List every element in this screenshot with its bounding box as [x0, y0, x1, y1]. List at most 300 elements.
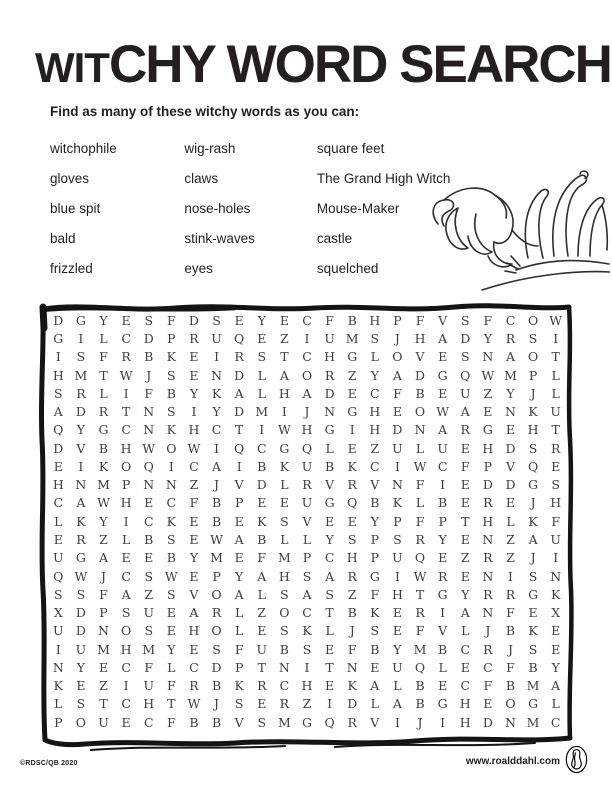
- grid-letter: I: [394, 458, 400, 474]
- grid-letter: F: [257, 550, 267, 566]
- grid-letter: W: [549, 312, 563, 328]
- grid-letter: R: [505, 586, 516, 602]
- grid-letter: E: [460, 532, 470, 547]
- grid-letter: H: [369, 312, 381, 328]
- grid-letter: E: [279, 312, 289, 328]
- grid-letter: I: [123, 385, 129, 401]
- grid-letter: I: [55, 641, 61, 657]
- grid-letter: O: [527, 312, 539, 328]
- grid-letter: Y: [76, 659, 86, 675]
- grid-letter: D: [188, 312, 199, 328]
- grid-letter: Z: [483, 385, 493, 401]
- grid-letter: G: [75, 550, 86, 566]
- grid-letter: H: [391, 586, 403, 602]
- word-list-item: castle: [316, 231, 353, 246]
- grid-letter: S: [280, 586, 289, 602]
- grid-letter: D: [347, 696, 358, 712]
- grid-letter: Q: [234, 331, 245, 347]
- grid-letter: H: [278, 385, 290, 401]
- grid-letter: N: [98, 623, 109, 639]
- grid-letter: H: [301, 678, 313, 694]
- grid-letter: E: [460, 659, 470, 675]
- grid-letter: N: [505, 714, 516, 730]
- grid-letter: R: [189, 678, 199, 694]
- grid-letter: K: [279, 458, 290, 474]
- grid-letter: B: [211, 495, 222, 511]
- grid-letter: B: [211, 678, 222, 694]
- grid-letter: I: [508, 568, 513, 584]
- grid-letter: U: [324, 331, 335, 347]
- word-list-column-2: [184, 141, 316, 291]
- grid-letter: R: [483, 550, 493, 566]
- grid-letter: V: [505, 458, 515, 474]
- grid-letter: S: [460, 349, 470, 365]
- witch-claw-hands-illustration: [424, 158, 610, 300]
- grid-letter: M: [97, 477, 110, 493]
- word-list-item: squelched: [316, 261, 379, 276]
- grid-letter: T: [325, 659, 334, 675]
- grid-letter: H: [527, 422, 539, 438]
- grid-letter: H: [188, 422, 200, 438]
- grid-letter: A: [53, 404, 63, 420]
- grid-letter: F: [415, 513, 425, 529]
- grid-letter: G: [279, 440, 290, 456]
- grid-letter: U: [75, 641, 87, 657]
- grid-letter: S: [370, 623, 380, 639]
- grid-letter: E: [347, 513, 357, 529]
- grid-letter: C: [121, 422, 131, 438]
- grid-letter: N: [482, 605, 494, 621]
- grid-letter: Y: [99, 312, 108, 328]
- grid-letter: Q: [301, 440, 313, 456]
- grid-letter: B: [279, 641, 289, 657]
- word-list-item: Mouse-Maker: [316, 201, 400, 216]
- grid-letter: G: [437, 586, 448, 602]
- grid-letter: X: [53, 605, 63, 621]
- grid-letter: L: [370, 349, 379, 365]
- grid-letter: B: [347, 312, 357, 328]
- grid-letter: V: [415, 349, 425, 365]
- grid-letter: Y: [167, 641, 176, 657]
- grid-letter: F: [166, 312, 176, 328]
- grid-letter: E: [166, 623, 176, 639]
- grid-letter: C: [256, 440, 267, 456]
- grid-letter: D: [75, 404, 86, 420]
- grid-letter: N: [278, 659, 290, 675]
- grid-letter: E: [144, 495, 154, 511]
- grid-letter: E: [483, 404, 493, 420]
- grid-letter: O: [414, 404, 426, 420]
- grid-letter: P: [393, 513, 402, 529]
- grid-letter: D: [75, 605, 86, 621]
- penguin-logo-icon: [565, 745, 588, 774]
- grid-letter: N: [52, 659, 64, 675]
- grid-letter: B: [415, 385, 425, 401]
- grid-letter: A: [279, 367, 289, 383]
- grid-letter: E: [505, 495, 516, 511]
- grid-letter: T: [461, 513, 470, 529]
- grid-letter: C: [370, 458, 380, 474]
- grid-letter: E: [483, 696, 493, 712]
- grid-letter: R: [76, 532, 86, 547]
- grid-letter: H: [120, 440, 132, 456]
- grid-letter: Z: [144, 586, 154, 602]
- grid-letter: L: [280, 477, 289, 493]
- grid-letter: P: [212, 568, 221, 584]
- grid-letter: W: [119, 367, 133, 383]
- grid-letter: J: [485, 623, 491, 639]
- grid-letter: B: [415, 678, 425, 694]
- grid-letter: D: [256, 477, 267, 493]
- grid-letter: Q: [53, 422, 64, 438]
- grid-letter: H: [346, 550, 358, 566]
- grid-letter: P: [438, 513, 447, 529]
- grid-letter: R: [347, 477, 357, 493]
- grid-letter: I: [553, 331, 559, 347]
- grid-letter: P: [483, 458, 493, 474]
- grid-letter: T: [415, 586, 425, 602]
- grid-letter: G: [437, 367, 448, 383]
- grid-letter: U: [53, 623, 64, 639]
- grid-letter: Q: [414, 659, 426, 675]
- grid-letter: O: [392, 349, 403, 365]
- grid-letter: U: [143, 678, 154, 694]
- grid-letter: C: [189, 458, 199, 474]
- grid-letter: W: [97, 495, 110, 511]
- grid-letter: C: [370, 385, 380, 401]
- grid-letter: G: [98, 422, 109, 438]
- grid-letter: U: [211, 331, 222, 347]
- grid-letter: L: [438, 659, 447, 675]
- grid-letter: K: [347, 678, 357, 694]
- grid-letter: E: [189, 349, 199, 365]
- page-title-small-part: WIT: [35, 44, 109, 91]
- grid-letter: J: [304, 404, 310, 420]
- grid-letter: S: [257, 714, 267, 730]
- grid-letter: I: [440, 605, 446, 621]
- grid-letter: E: [257, 696, 267, 712]
- grid-letter: S: [551, 477, 560, 493]
- grid-letter: E: [189, 513, 199, 529]
- grid-letter: D: [75, 623, 86, 639]
- grid-letter: I: [236, 458, 242, 474]
- grid-letter: C: [460, 678, 471, 694]
- grid-letter: C: [121, 568, 131, 584]
- grid-letter: M: [255, 404, 269, 420]
- grid-letter: V: [76, 440, 86, 456]
- grid-letter: C: [121, 659, 131, 675]
- grid-letter: E: [347, 385, 357, 401]
- grid-letter: R: [347, 714, 357, 730]
- grid-letter: E: [279, 495, 289, 511]
- grid-letter: L: [302, 532, 312, 547]
- grid-letter: L: [167, 659, 176, 675]
- grid-letter: A: [460, 605, 470, 621]
- grid-letter: I: [394, 714, 400, 730]
- grid-letter: V: [189, 586, 199, 602]
- grid-letter: G: [324, 495, 335, 511]
- grid-letter: B: [98, 440, 109, 456]
- grid-letter: Y: [76, 422, 86, 438]
- grid-letter: B: [528, 659, 538, 675]
- grid-letter: F: [166, 678, 176, 694]
- grid-letter: L: [257, 367, 266, 383]
- grid-letter: E: [438, 349, 448, 365]
- grid-letter: E: [257, 623, 267, 639]
- grid-letter: G: [301, 714, 312, 730]
- grid-letter: B: [189, 714, 199, 730]
- grid-letter: B: [211, 714, 222, 730]
- grid-letter: E: [460, 440, 470, 456]
- grid-letter: C: [302, 605, 312, 621]
- grid-letter: W: [277, 422, 291, 438]
- grid-letter: B: [166, 550, 176, 566]
- grid-letter: A: [528, 532, 538, 547]
- grid-letter: W: [413, 568, 427, 584]
- grid-letter: L: [54, 513, 63, 529]
- grid-letter: I: [214, 440, 220, 456]
- grid-letter: K: [528, 404, 538, 420]
- grid-letter: S: [167, 532, 176, 547]
- grid-letter: J: [417, 714, 423, 730]
- grid-letter: N: [482, 568, 494, 584]
- grid-letter: D: [324, 385, 335, 401]
- grid-letter: U: [392, 550, 403, 566]
- grid-letter: S: [325, 586, 334, 602]
- grid-letter: Z: [257, 605, 267, 621]
- grid-letter: W: [187, 440, 201, 456]
- grid-letter: L: [325, 623, 334, 639]
- grid-letter: K: [211, 385, 222, 401]
- grid-letter: L: [461, 623, 470, 639]
- grid-letter: U: [143, 605, 154, 621]
- grid-letter: O: [505, 696, 516, 712]
- grid-letter: M: [413, 641, 427, 657]
- grid-letter: A: [98, 550, 109, 566]
- grid-letter: K: [347, 458, 357, 474]
- grid-letter: U: [98, 714, 109, 730]
- grid-letter: I: [123, 513, 129, 529]
- grid-letter: S: [167, 404, 176, 420]
- word-list-item: gloves: [50, 171, 90, 186]
- grid-letter: R: [505, 331, 516, 347]
- grid-letter: M: [74, 367, 88, 383]
- grid-letter: L: [415, 495, 425, 511]
- grid-letter: H: [324, 349, 336, 365]
- grid-letter: E: [257, 495, 267, 511]
- grid-letter: C: [302, 349, 312, 365]
- grid-letter: B: [415, 696, 425, 712]
- grid-letter: N: [482, 532, 494, 547]
- grid-letter: H: [414, 331, 426, 347]
- grid-letter: L: [54, 696, 63, 712]
- grid-letter: R: [279, 696, 290, 712]
- grid-letter: K: [53, 678, 63, 694]
- grid-letter: F: [325, 312, 334, 328]
- grid-letter: E: [189, 532, 199, 547]
- grid-letter: H: [482, 440, 494, 456]
- grid-letter: F: [99, 349, 108, 365]
- grid-letter: R: [98, 404, 109, 420]
- grid-letter: E: [234, 312, 244, 328]
- grid-letter: C: [302, 312, 312, 328]
- grid-letter: L: [99, 331, 108, 347]
- grid-letter: M: [277, 714, 291, 730]
- word-list-item: stink-waves: [184, 231, 255, 246]
- grid-letter: S: [460, 312, 470, 328]
- grid-letter: D: [234, 367, 245, 383]
- grid-letter: I: [440, 477, 446, 493]
- grid-letter: P: [234, 495, 244, 511]
- grid-letter: P: [528, 367, 538, 383]
- grid-letter: O: [279, 605, 290, 621]
- grid-letter: Z: [506, 550, 515, 566]
- grid-letter: U: [256, 641, 268, 657]
- grid-letter: V: [234, 477, 244, 493]
- grid-letter: G: [369, 568, 380, 584]
- word-list-item: nose-holes: [184, 201, 251, 216]
- grid-letter: M: [526, 678, 540, 694]
- grid-letter: T: [257, 659, 266, 675]
- grid-letter: L: [551, 367, 560, 383]
- grid-letter: O: [527, 349, 539, 365]
- grid-letter: P: [370, 550, 380, 566]
- grid-letter: E: [460, 477, 470, 493]
- grid-letter: W: [187, 696, 201, 712]
- grid-letter: T: [280, 349, 289, 365]
- grid-letter: V: [370, 477, 380, 493]
- grid-letter: A: [121, 586, 131, 602]
- grid-letter: Z: [347, 367, 357, 383]
- grid-letter: F: [506, 605, 515, 621]
- grid-letter: V: [438, 312, 448, 328]
- grid-letter: H: [188, 623, 200, 639]
- word-list-item: bald: [50, 231, 76, 246]
- grid-letter: Q: [460, 367, 471, 383]
- grid-letter: P: [234, 659, 244, 675]
- grid-letter: Q: [347, 495, 358, 511]
- grid-letter: O: [211, 586, 222, 602]
- grid-letter: C: [143, 714, 154, 730]
- grid-letter: F: [483, 312, 493, 328]
- grid-letter: V: [234, 714, 244, 730]
- grid-letter: L: [121, 532, 131, 547]
- grid-letter: C: [166, 495, 177, 511]
- grid-letter: E: [438, 385, 448, 401]
- grid-letter: L: [235, 623, 244, 639]
- grid-letter: F: [189, 495, 199, 511]
- grid-letter: Y: [461, 586, 470, 602]
- grid-letter: I: [304, 331, 310, 347]
- grid-letter: Y: [393, 641, 402, 657]
- grid-letter: B: [144, 532, 154, 547]
- grid-letter: M: [210, 550, 223, 566]
- grid-letter: S: [528, 331, 538, 347]
- grid-letter: E: [325, 641, 335, 657]
- grid-letter: H: [459, 696, 471, 712]
- grid-letter: F: [551, 513, 561, 529]
- grid-letter: H: [52, 367, 64, 383]
- grid-letter: X: [551, 605, 561, 621]
- grid-letter: S: [302, 568, 312, 584]
- grid-letter: N: [550, 568, 562, 584]
- grid-letter: H: [459, 714, 471, 730]
- grid-letter: H: [120, 641, 132, 657]
- grid-letter: V: [325, 477, 335, 493]
- grid-letter: E: [53, 458, 63, 474]
- grid-letter: F: [483, 678, 493, 694]
- grid-letter: S: [54, 586, 63, 602]
- grid-letter: A: [76, 495, 86, 511]
- grid-letter: K: [302, 623, 312, 639]
- grid-letter: R: [121, 349, 131, 365]
- grid-letter: E: [257, 331, 267, 347]
- grid-letter: E: [551, 458, 561, 474]
- grid-letter: G: [528, 696, 539, 712]
- grid-letter: L: [257, 385, 266, 401]
- grid-letter: K: [76, 513, 86, 529]
- grid-letter: E: [189, 367, 199, 383]
- grid-letter: F: [370, 586, 380, 602]
- grid-letter: C: [143, 513, 154, 529]
- grid-letter: G: [53, 331, 64, 347]
- grid-letter: I: [78, 331, 84, 347]
- grid-letter: I: [553, 550, 559, 566]
- grid-letter: I: [394, 568, 400, 584]
- grid-letter: R: [483, 495, 493, 511]
- grid-letter: H: [369, 422, 381, 438]
- grid-letter: U: [550, 532, 561, 547]
- grid-letter: B: [166, 385, 176, 401]
- grid-letter: Z: [99, 678, 108, 694]
- grid-letter: J: [214, 477, 220, 493]
- grid-letter: F: [393, 385, 402, 401]
- grid-letter: J: [214, 696, 220, 712]
- grid-letter: K: [370, 605, 380, 621]
- grid-letter: K: [166, 422, 176, 438]
- grid-letter: S: [347, 532, 357, 547]
- grid-letter: W: [164, 568, 178, 584]
- grid-letter: D: [460, 331, 471, 347]
- grid-letter: S: [144, 623, 154, 639]
- grid-letter: S: [257, 349, 267, 365]
- grid-letter: N: [391, 477, 403, 493]
- grid-letter: Y: [551, 659, 560, 675]
- grid-letter: A: [212, 458, 222, 474]
- grid-letter: F: [347, 641, 357, 657]
- grid-letter: W: [481, 367, 495, 383]
- grid-letter: M: [142, 641, 156, 657]
- grid-letter: J: [101, 568, 107, 584]
- grid-letter: S: [302, 641, 312, 657]
- grid-letter: R: [550, 440, 561, 456]
- grid-letter: I: [259, 422, 265, 438]
- grid-letter: E: [347, 440, 357, 456]
- grid-letter: O: [75, 714, 87, 730]
- grid-letter: Y: [212, 404, 221, 420]
- grid-letter: B: [370, 641, 380, 657]
- grid-letter: F: [166, 714, 176, 730]
- grid-letter: S: [528, 440, 538, 456]
- grid-letter: I: [78, 458, 84, 474]
- grid-letter: B: [325, 458, 335, 474]
- grid-letter: S: [528, 568, 538, 584]
- grid-letter: R: [211, 605, 222, 621]
- grid-letter: N: [346, 659, 358, 675]
- grid-letter: I: [327, 696, 333, 712]
- grid-letter: C: [324, 550, 335, 566]
- grid-letter: E: [144, 550, 154, 566]
